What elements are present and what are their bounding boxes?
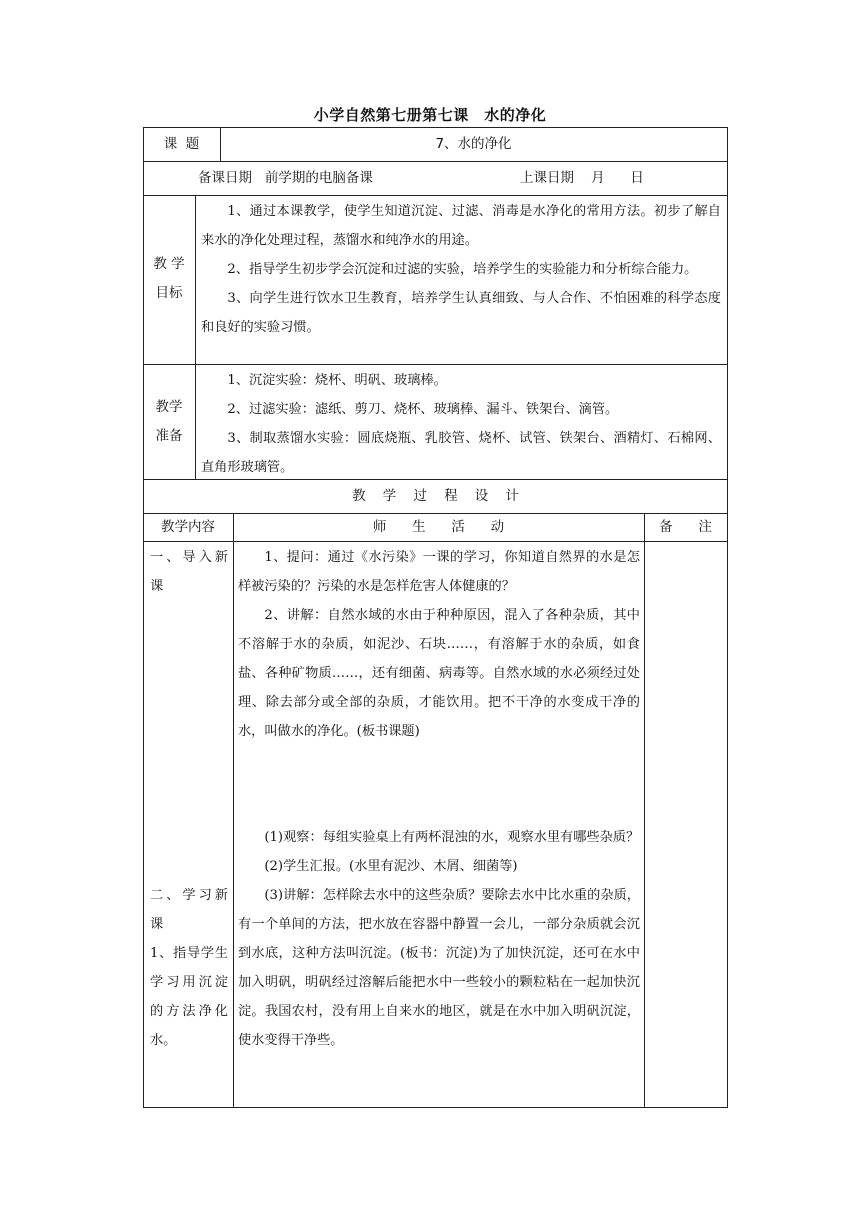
goals-label-line1: 教 学 xyxy=(153,256,185,272)
section1-content: 一、导入新课 xyxy=(150,550,228,594)
activity-paragraph: 2、讲解：自然水域的水由于种种原因，混入了各种杂质，其中不溶解于水的杂质，如泥沙、石块……，有溶解于水的杂质，如食盐、各种矿物质……，还有细菌、病毒等。自然水域的水必须经过处理、除去部分或全部的杂质，才能饮用。把不干净的水变成干净的水，叫做水的净化。(板书课题) xyxy=(238,608,640,739)
hline xyxy=(143,127,728,128)
activity-paragraph: (1)观察：每组实验桌上有两杯混浊的水，观察水里有哪些杂质？ xyxy=(264,830,640,845)
section2-title: 二、学习新课 xyxy=(150,888,228,932)
activity-paragraph: (3)讲解：怎样除去水中的这些杂质？要除去水中比水重的杂质，有一个单间的方法，把水放在容器中静置一会儿，一部分杂质就会沉到水底，这种方法叫沉淀。(板书：沉淀)为了加快沉淀，还可在水中加入明矾，明矾经过溶解后能把水中一些较小的颗粒粘在一起加快沉淀。我国农村，没有用上自来水的地区，就是在水中加入明矾沉淀，使水变得干净些。 xyxy=(238,888,640,1048)
goal-item: 1、通过本课教学，使学生知道沉淀、过滤、消毒是水净化的常用方法。初步了解自来水的净化处理过程，蒸馏水和纯净水的用途。 xyxy=(201,204,721,248)
lesson-value: 7、水的净化 xyxy=(435,136,512,152)
goal-item: 3、向学生进行饮水卫生教育，培养学生认真细致、与人合作、不怕困难的科学态度和良好的实验习惯。 xyxy=(201,291,721,335)
vline xyxy=(727,127,728,1108)
prep-label-line2: 准备 xyxy=(155,428,183,444)
section1-activity xyxy=(238,543,640,746)
col-content: 教学内容 xyxy=(161,519,215,535)
hline xyxy=(143,161,728,162)
activity-paragraph: 1、提问：通过《水污染》一课的学习，你知道自然界的水是怎样被污染的？污染的水是怎样危害人体健康的？ xyxy=(238,550,640,594)
prep-label-line1: 教学 xyxy=(155,399,183,415)
prep-text xyxy=(201,366,721,482)
section2-activity xyxy=(238,823,640,1055)
prep-item: 3、制取蒸馏水实验：圆底烧瓶、乳胶管、烧杯、试管、铁架台、酒精灯、石棉网、直角形玻璃管。 xyxy=(201,431,721,475)
col-notes: 备 注 xyxy=(659,519,712,535)
hline xyxy=(143,1107,728,1108)
goals-text xyxy=(201,197,721,342)
activity-paragraph: (2)学生汇报。(水里有泥沙、木屑、细菌等) xyxy=(264,859,518,874)
section2-content xyxy=(150,881,228,1055)
goals-label xyxy=(143,250,195,308)
vline xyxy=(195,195,196,479)
lesson-label: 课 题 xyxy=(163,136,200,152)
class-date: 上课日期 月 日 xyxy=(520,170,644,186)
vline xyxy=(644,513,645,1107)
goals-label-line2: 目标 xyxy=(155,285,183,301)
hline xyxy=(143,364,728,365)
section2-subtitle: 1、指导学生学习用沉淀的方法净化水。 xyxy=(150,946,228,1048)
hline xyxy=(143,195,728,196)
vline xyxy=(233,513,234,1107)
document-title: 小学自然第七册第七课 水的净化 xyxy=(313,106,547,124)
process-header: 教 学 过 程 设 计 xyxy=(352,488,519,504)
prep-label xyxy=(143,393,195,451)
goal-item: 2、指导学生初步学会沉淀和过滤的实验，培养学生的实验能力和分析综合能力。 xyxy=(227,262,698,277)
col-activity: 师 生 活 动 xyxy=(372,519,505,535)
prep-item: 2、过滤实验：滤纸、剪刀、烧杯、玻璃棒、漏斗、铁架台、滴管。 xyxy=(227,402,619,417)
prep-item: 1、沉淀实验：烧杯、明矾、玻璃棒。 xyxy=(227,373,447,388)
prep-date: 备课日期 前学期的电脑备课 xyxy=(198,170,373,186)
